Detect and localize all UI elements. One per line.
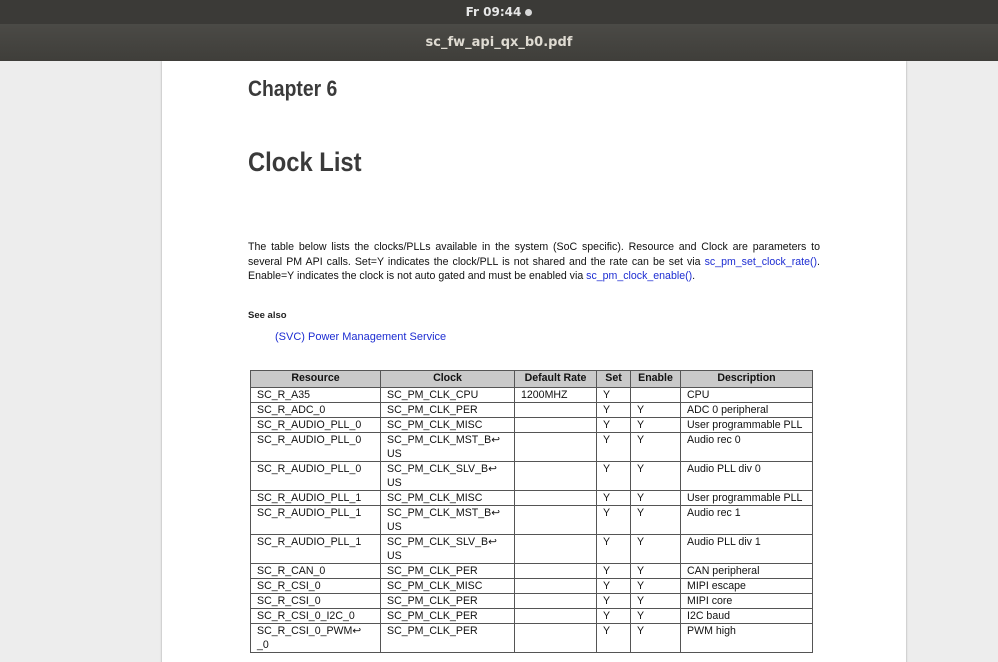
cell-description: User programmable PLL bbox=[681, 491, 813, 506]
intro-paragraph bbox=[248, 240, 820, 284]
cell-resource: SC_R_CAN_0 bbox=[251, 564, 381, 579]
cell-set: Y bbox=[597, 609, 631, 624]
window-title: sc_fw_api_qx_b0.pdf bbox=[425, 35, 573, 50]
cell-clock: SC_PM_CLK_PER bbox=[381, 403, 515, 418]
cell-enable: Y bbox=[631, 433, 681, 462]
cell-set: Y bbox=[597, 535, 631, 564]
cell-resource: SC_R_AUDIO_PLL_0 bbox=[251, 418, 381, 433]
cell-default-rate bbox=[515, 403, 597, 418]
cell-description: ADC 0 peripheral bbox=[681, 403, 813, 418]
cell-description: MIPI escape bbox=[681, 579, 813, 594]
cell-resource: SC_R_ADC_0 bbox=[251, 403, 381, 418]
cell-description: PWM high bbox=[681, 624, 813, 653]
cell-default-rate bbox=[515, 609, 597, 624]
cell-enable: Y bbox=[631, 609, 681, 624]
cell-resource: SC_R_CSI_0_I2C_0 bbox=[251, 609, 381, 624]
cell-clock: SC_PM_CLK_PER bbox=[381, 624, 515, 653]
cell-enable bbox=[631, 388, 681, 403]
notification-dot-icon bbox=[525, 9, 532, 16]
header-resource: Resource bbox=[251, 371, 381, 388]
cell-clock: SC_PM_CLK_MST_B↩ US bbox=[381, 506, 515, 535]
cell-description: CPU bbox=[681, 388, 813, 403]
power-management-link[interactable]: (SVC) Power Management Service bbox=[275, 331, 447, 343]
system-top-bar bbox=[0, 0, 998, 24]
header-enable: Enable bbox=[631, 371, 681, 388]
cell-set: Y bbox=[597, 506, 631, 535]
cell-default-rate bbox=[515, 506, 597, 535]
cell-set: Y bbox=[597, 564, 631, 579]
cell-description: I2C baud bbox=[681, 609, 813, 624]
table-header-row bbox=[251, 371, 813, 388]
header-set: Set bbox=[597, 371, 631, 388]
table-row bbox=[251, 579, 813, 594]
cell-clock: SC_PM_CLK_MISC bbox=[381, 418, 515, 433]
cell-description: Audio rec 1 bbox=[681, 506, 813, 535]
cell-set: Y bbox=[597, 624, 631, 653]
cell-set: Y bbox=[597, 403, 631, 418]
cell-clock: SC_PM_CLK_MISC bbox=[381, 579, 515, 594]
header-default-rate: Default Rate bbox=[515, 371, 597, 388]
cell-enable: Y bbox=[631, 403, 681, 418]
cell-resource: SC_R_CSI_0 bbox=[251, 579, 381, 594]
cell-default-rate bbox=[515, 624, 597, 653]
cell-default-rate bbox=[515, 433, 597, 462]
cell-resource: SC_R_AUDIO_PLL_1 bbox=[251, 506, 381, 535]
cell-resource: SC_R_AUDIO_PLL_0 bbox=[251, 462, 381, 491]
cell-default-rate: 1200MHZ bbox=[515, 388, 597, 403]
see-also-label: See also bbox=[248, 310, 287, 321]
pdf-page bbox=[162, 61, 906, 662]
table-row bbox=[251, 491, 813, 506]
cell-default-rate bbox=[515, 564, 597, 579]
cell-set: Y bbox=[597, 418, 631, 433]
cell-enable: Y bbox=[631, 624, 681, 653]
intro-text-2: . Enable=Y indicates the clock is not auto gated and must be enabled via bbox=[248, 255, 820, 282]
cell-resource: SC_R_AUDIO_PLL_0 bbox=[251, 433, 381, 462]
table-row bbox=[251, 564, 813, 579]
cell-enable: Y bbox=[631, 594, 681, 609]
cell-default-rate bbox=[515, 418, 597, 433]
cell-set: Y bbox=[597, 388, 631, 403]
cell-default-rate bbox=[515, 594, 597, 609]
cell-clock: SC_PM_CLK_MISC bbox=[381, 491, 515, 506]
cell-enable: Y bbox=[631, 535, 681, 564]
cell-default-rate bbox=[515, 491, 597, 506]
chapter-heading: Chapter 6 bbox=[248, 76, 338, 101]
cell-description: User programmable PLL bbox=[681, 418, 813, 433]
cell-enable: Y bbox=[631, 506, 681, 535]
cell-description: MIPI core bbox=[681, 594, 813, 609]
clock-label[interactable]: Fr 09:44 bbox=[465, 5, 522, 19]
header-clock: Clock bbox=[381, 371, 515, 388]
table-row bbox=[251, 403, 813, 418]
cell-clock: SC_PM_CLK_SLV_B↩ US bbox=[381, 535, 515, 564]
window-titlebar[interactable] bbox=[0, 24, 998, 61]
cell-clock: SC_PM_CLK_SLV_B↩ US bbox=[381, 462, 515, 491]
cell-set: Y bbox=[597, 491, 631, 506]
table-row bbox=[251, 506, 813, 535]
table-body bbox=[251, 388, 813, 653]
clock-enable-link[interactable]: sc_pm_clock_enable() bbox=[586, 270, 693, 282]
cell-resource: SC_R_AUDIO_PLL_1 bbox=[251, 491, 381, 506]
cell-enable: Y bbox=[631, 579, 681, 594]
cell-default-rate bbox=[515, 535, 597, 564]
intro-text-1: The table below lists the clocks/PLLs available in the system (SoC specific). Resource and Clock are parameters to several PM API calls. Set=Y indicates the clock/PLL is not shared and the rate can be set via bbox=[248, 241, 820, 268]
cell-resource: SC_R_CSI_0 bbox=[251, 594, 381, 609]
set-clock-rate-link[interactable]: sc_pm_set_clock_rate() bbox=[704, 255, 818, 268]
cell-description: CAN peripheral bbox=[681, 564, 813, 579]
table-row bbox=[251, 418, 813, 433]
cell-default-rate bbox=[515, 579, 597, 594]
cell-enable: Y bbox=[631, 462, 681, 491]
intro-text-3: . bbox=[692, 270, 696, 282]
clock-list-table bbox=[250, 370, 813, 653]
cell-set: Y bbox=[597, 594, 631, 609]
cell-set: Y bbox=[597, 462, 631, 491]
cell-clock: SC_PM_CLK_PER bbox=[381, 594, 515, 609]
cell-default-rate bbox=[515, 462, 597, 491]
section-title: Clock List bbox=[248, 147, 362, 177]
cell-description: Audio PLL div 1 bbox=[681, 535, 813, 564]
cell-clock: SC_PM_CLK_CPU bbox=[381, 388, 515, 403]
cell-set: Y bbox=[597, 433, 631, 462]
cell-clock: SC_PM_CLK_PER bbox=[381, 564, 515, 579]
cell-resource: SC_R_AUDIO_PLL_1 bbox=[251, 535, 381, 564]
cell-enable: Y bbox=[631, 564, 681, 579]
table-row bbox=[251, 433, 813, 462]
table-row bbox=[251, 535, 813, 564]
cell-enable: Y bbox=[631, 418, 681, 433]
table-row bbox=[251, 609, 813, 624]
cell-clock: SC_PM_CLK_MST_B↩ US bbox=[381, 433, 515, 462]
table-row bbox=[251, 624, 813, 653]
cell-enable: Y bbox=[631, 491, 681, 506]
cell-description: Audio PLL div 0 bbox=[681, 462, 813, 491]
cell-resource: SC_R_CSI_0_PWM↩ _0 bbox=[251, 624, 381, 653]
header-description: Description bbox=[681, 371, 813, 388]
cell-clock: SC_PM_CLK_PER bbox=[381, 609, 515, 624]
document-viewer[interactable] bbox=[0, 61, 998, 662]
table-row bbox=[251, 388, 813, 403]
cell-set: Y bbox=[597, 579, 631, 594]
cell-description: Audio rec 0 bbox=[681, 433, 813, 462]
table-row bbox=[251, 594, 813, 609]
cell-resource: SC_R_A35 bbox=[251, 388, 381, 403]
table-row bbox=[251, 462, 813, 491]
